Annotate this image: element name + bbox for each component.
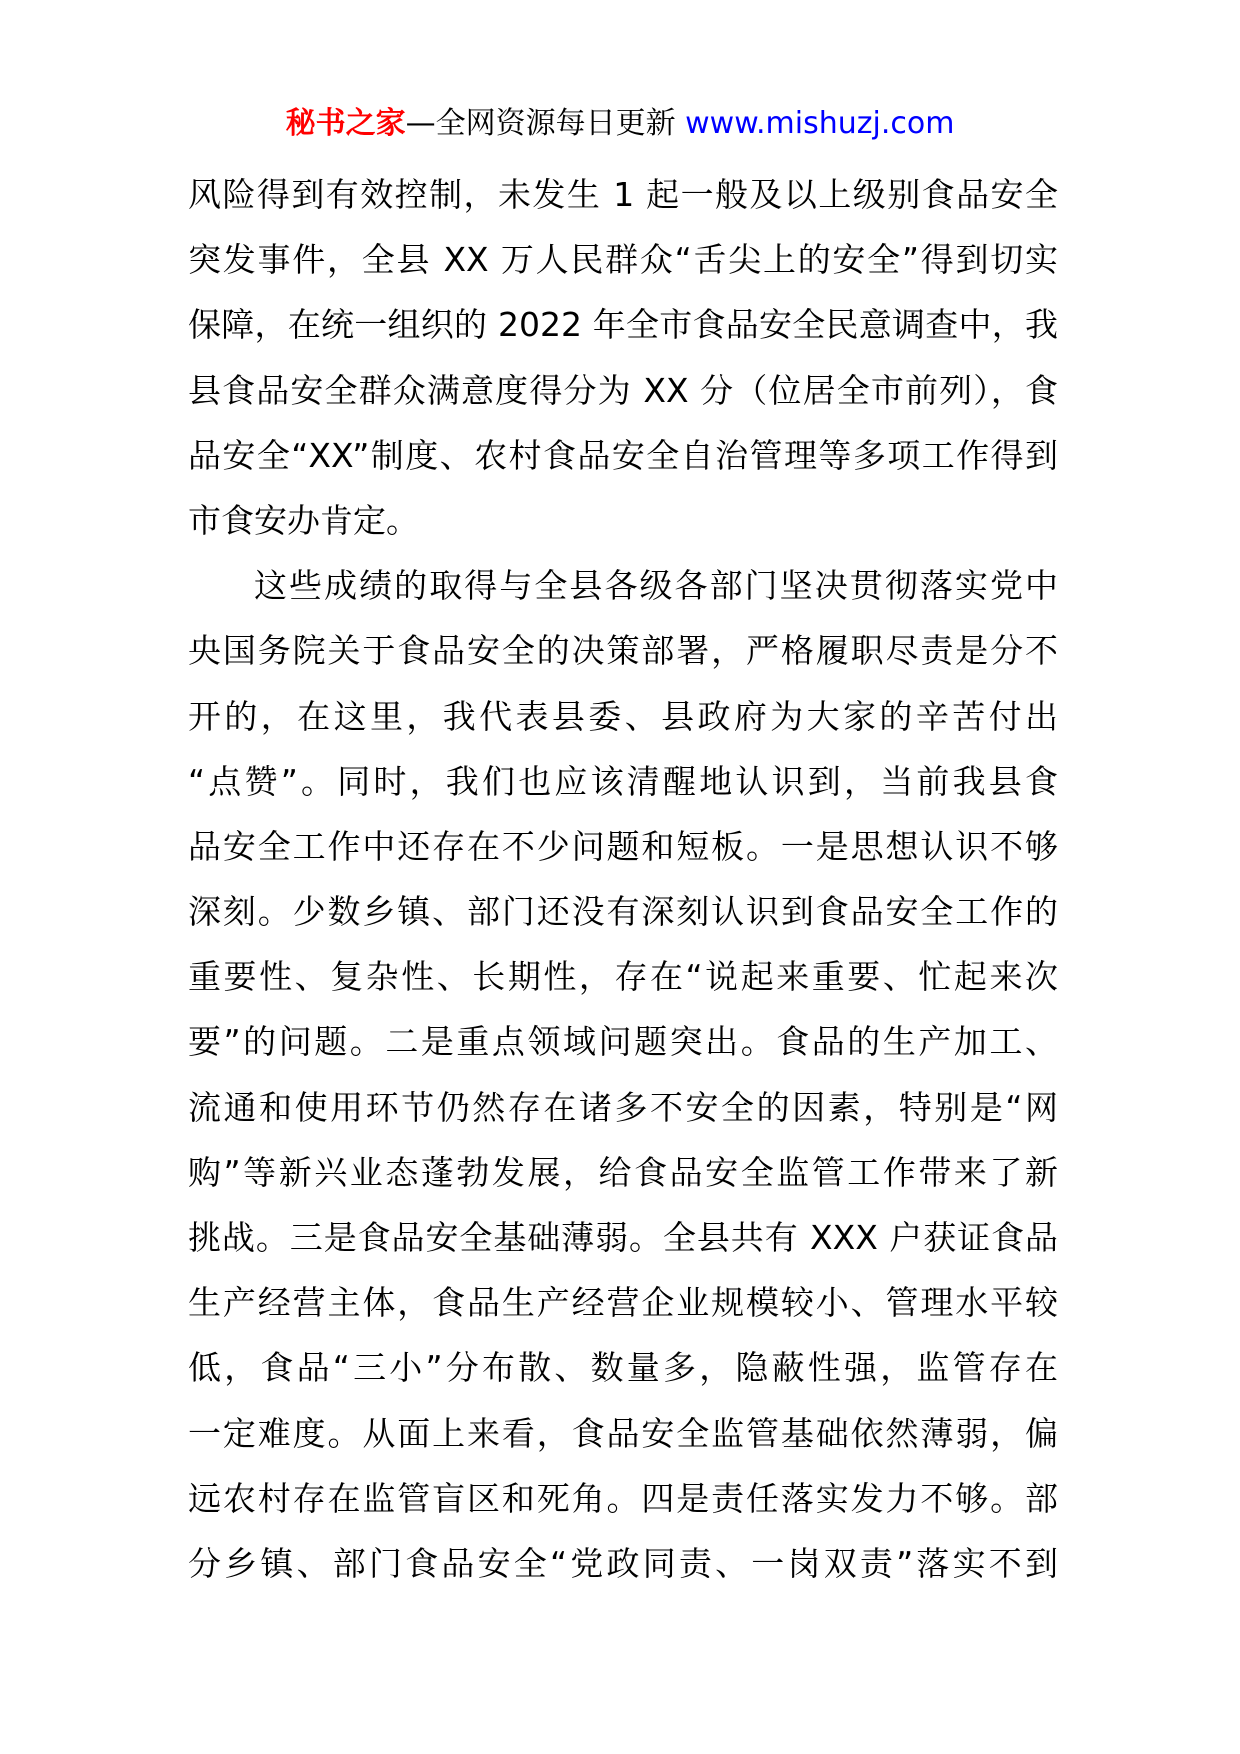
paragraph bbox=[188, 162, 1058, 553]
text-line: 远农村存在监管盲区和死角。四是责任落实发力不够。部 bbox=[188, 1478, 1058, 1518]
page-header bbox=[0, 104, 1240, 144]
text-line: 突发事件，全县 XX 万人民群众“舌尖上的安全”得到切实 bbox=[188, 240, 1058, 280]
text-line: 要”的问题。二是重点领域问题突出。食品的生产加工、 bbox=[188, 1022, 1058, 1062]
text-line: 这些成绩的取得与全县各级各部门坚决贯彻落实党中 bbox=[254, 566, 1058, 606]
text-line: 一定难度。从面上来看，食品安全监管基础依然薄弱，偏 bbox=[188, 1413, 1058, 1453]
text-line: 购”等新兴业态蓬勃发展，给食品安全监管工作带来了新 bbox=[188, 1152, 1058, 1192]
text-line: 重要性、复杂性、长期性，存在“说起来重要、忙起来次 bbox=[188, 957, 1058, 997]
text-line: 县食品安全群众满意度得分为 XX 分（位居全市前列），食 bbox=[188, 370, 1058, 410]
text-line: 央国务院关于食品安全的决策部署，严格履职尽责是分不 bbox=[188, 631, 1058, 671]
text-line: 市食安办肯定。 bbox=[188, 500, 419, 540]
brand-name: 秘书之家 bbox=[285, 106, 406, 141]
text-line: 品安全“XX”制度、农村食品安全自治管理等多项工作得到 bbox=[188, 435, 1058, 475]
text-line: 品安全工作中还存在不少问题和短板。一是思想认识不够 bbox=[188, 826, 1058, 866]
text-line: 深刻。少数乡镇、部门还没有深刻认识到食品安全工作的 bbox=[188, 892, 1058, 932]
text-line: 低，食品“三小”分布散、数量多，隐蔽性强，监管存在 bbox=[188, 1348, 1058, 1388]
text-line: 挑战。三是食品安全基础薄弱。全县共有 XXX 户获证食品 bbox=[188, 1218, 1058, 1257]
document-body bbox=[188, 162, 1058, 1596]
text-line: 保障，在统一组织的 2022 年全市食品安全民意调查中，我 bbox=[188, 305, 1058, 345]
site-url-link[interactable]: www.mishuzj.com bbox=[685, 106, 955, 141]
text-line: 分乡镇、部门食品安全“党政同责、一岗双责”落实不到 bbox=[188, 1543, 1058, 1583]
paragraph bbox=[188, 553, 1058, 1596]
text-line: 开的，在这里，我代表县委、县政府为大家的辛苦付出 bbox=[188, 696, 1058, 736]
header-tagline: —全网资源每日更新 bbox=[405, 106, 686, 141]
text-line: “点赞”。同时，我们也应该清醒地认识到，当前我县食 bbox=[188, 761, 1058, 801]
text-line: 风险得到有效控制，未发生 1 起一般及以上级别食品安全 bbox=[188, 175, 1058, 214]
text-line: 生产经营主体，食品生产经营企业规模较小、管理水平较 bbox=[188, 1283, 1058, 1323]
text-line: 流通和使用环节仍然存在诸多不安全的因素，特别是“网 bbox=[188, 1087, 1058, 1127]
